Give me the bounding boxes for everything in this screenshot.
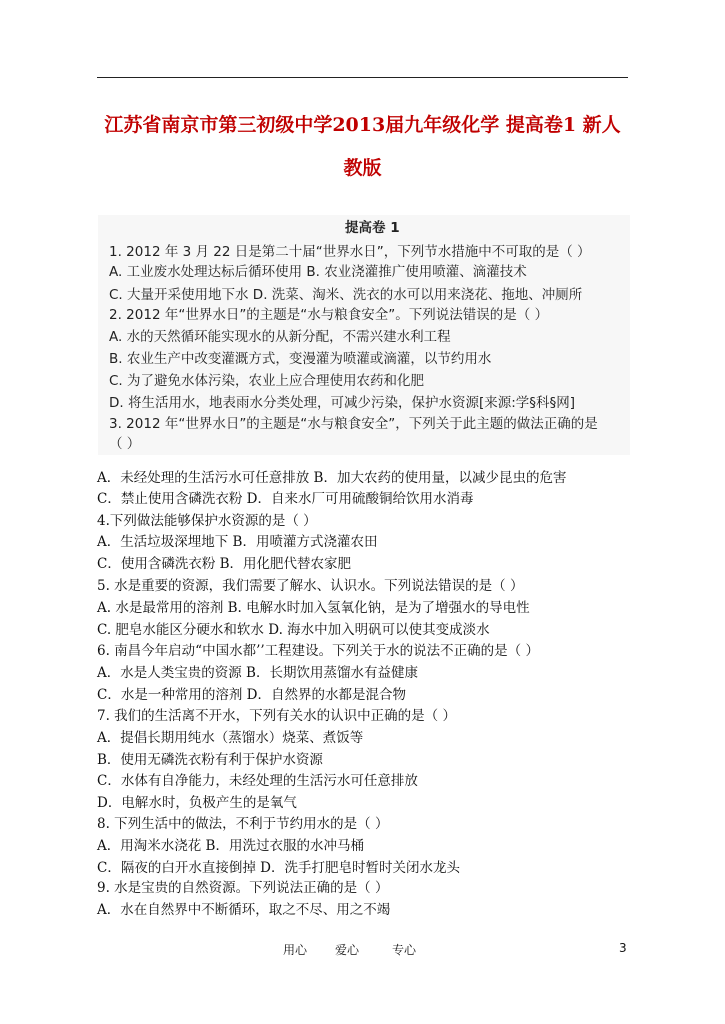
scan-line: 3. 2012 年“世界水日”的主题是“水与粮食安全”，下列关于此主题的做法正确的是 (109, 416, 598, 432)
scan-line: B. 农业生产中改变灌溉方式，变漫灌为喷灌或滴灌，以节约用水 (109, 351, 492, 367)
text-line: 7. 我们的生活离不开水，下列有关水的认识中正确的是（ ） (97, 708, 456, 724)
scan-line: （ ） (109, 436, 141, 452)
text-line: C. 肥皂水能区分硬水和软水 D. 海水中加入明矾可以使其变成淡水 (97, 622, 490, 638)
text-line: B．使用无磷洗衣粉有利于保护水资源 (97, 752, 323, 768)
footer-middle: 爱心 (335, 943, 360, 957)
text-line: C．隔夜的白开水直接倒掉 D．洗手打肥皂时暂时关闭水龙头 (97, 860, 460, 876)
document-title-line-2: 教版 (343, 157, 382, 179)
scan-heading: 提高卷 1 (345, 220, 400, 236)
text-line: A．提倡长期用纯水（蒸馏水）烧菜、煮饭等 (97, 730, 364, 746)
text-line: A. 水是最常用的溶剂 B. 电解水时加入氢氧化钠，是为了增强水的导电性 (97, 600, 530, 616)
scan-line: A. 水的天然循环能实现水的从新分配，不需兴建水利工程 (109, 329, 451, 345)
text-line: 4.下列做法能够保护水资源的是（ ） (97, 513, 317, 529)
header-rule (97, 77, 628, 78)
text-line: C．水体有自净能力，未经处理的生活污水可任意排放 (97, 773, 418, 789)
scan-line: A. 工业废水处理达标后循环使用 B. 农业浇灌推广使用喷灌、滴灌技术 (109, 264, 527, 280)
text-line: 8. 下列生活中的做法，不利于节约用水的是（ ） (97, 816, 389, 832)
text-line: 5. 水是重要的资源，我们需要了解水、认识水。下列说法错误的是（ ） (97, 578, 524, 594)
scan-line: C. 大量开采使用地下水 D. 洗菜、淘米、洗衣的水可以用来浇花、拖地、冲厕所 (109, 287, 583, 303)
text-line: A．用淘米水浇花 B．用洗过衣服的水冲马桶 (97, 838, 364, 854)
text-line: A．未经处理的生活污水可任意排放 B．加大农药的使用量，以减少昆虫的危害 (97, 470, 567, 486)
text-line: C．使用含磷洗衣粉 B．用化肥代替农家肥 (97, 556, 352, 572)
text-line: C．禁止使用含磷洗衣粉 D．自来水厂可用硫酸铜给饮用水消毒 (97, 491, 474, 507)
text-line: A．水在自然界中不断循环，取之不尽、用之不竭 (97, 902, 391, 918)
text-line: C．水是一种常用的溶剂 D．自然界的水都是混合物 (97, 687, 406, 703)
footer-left: 用心 (283, 943, 308, 957)
footer-right: 专心 (392, 943, 417, 957)
scan-line: 2. 2012 年“世界水日”的主题是“水与粮食安全”。下列说法错误的是（ ） (109, 307, 549, 323)
text-line: D．电解水时，负极产生的是氧气 (97, 795, 297, 811)
text-line: A．生活垃圾深埋地下 B．用喷灌方式浇灌农田 (97, 534, 378, 550)
scanned-question-image (98, 215, 630, 455)
scan-line: D. 将生活用水，地表雨水分类处理，可减少污染，保护水资源[来源:学§科§网] (109, 395, 576, 411)
text-line: A．水是人类宝贵的资源 B．长期饮用蒸馏水有益健康 (97, 665, 418, 681)
page-number: 3 (619, 941, 627, 955)
scan-line: 1. 2012 年 3 月 22 日是第二十届“世界水日”，下列节水措施中不可取的是（ ） (109, 244, 591, 260)
scan-line: C. 为了避免水体污染，农业上应合理使用农药和化肥 (109, 373, 425, 389)
document-title-line-1: 江苏省南京市第三初级中学2013届九年级化学 提高卷1 新人 (104, 114, 621, 136)
text-line: 9. 水是宝贵的自然资源。下列说法正确的是（ ） (97, 880, 389, 896)
text-line: 6. 南昌今年启动“中国水都’’工程建设。下列关于水的说法不正确的是（ ） (97, 643, 539, 659)
